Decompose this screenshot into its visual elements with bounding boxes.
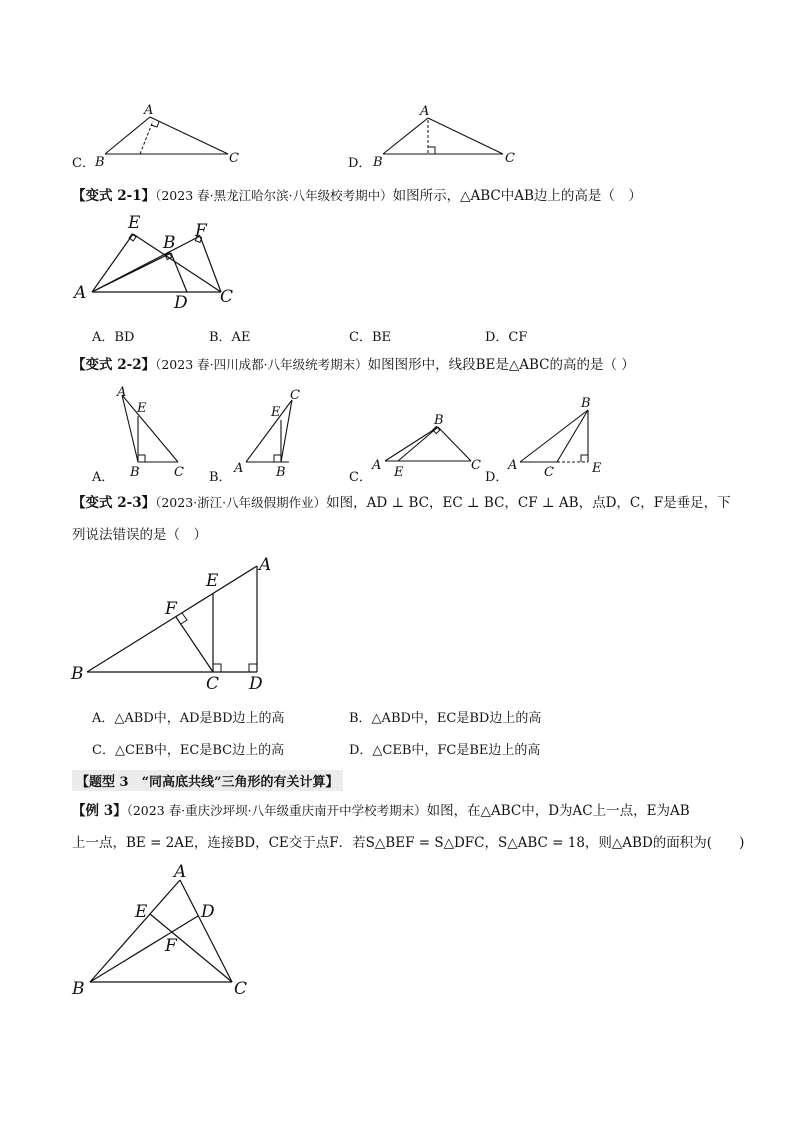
q21-label-f: F [195, 221, 207, 241]
option-d-label: D． [348, 156, 372, 171]
q22a-label-c: C [174, 465, 184, 480]
q23-label-d: D [249, 674, 263, 694]
option-c-label: C． [72, 156, 95, 171]
q22d-label-e: E [592, 461, 602, 476]
option-d-label-a: A [420, 104, 430, 119]
q23-label-b: B [71, 664, 84, 684]
q23-option-a: A．△ABD中，AD是BD边上的高 [92, 711, 285, 726]
option-d-label-c: C [505, 151, 515, 166]
option-d-label-b: B [373, 155, 383, 170]
q23-source: （2023·浙江·八年级假期作业） [155, 495, 327, 510]
q22-question: 如图图形中，线段BE是△ABC的高的是（ ） [367, 357, 635, 373]
ex3-line2: 上一点，BE = 2AE，连接BD，CE交于点F．若S△BEF = S△DFC，S△ABC = 18，则△ABD的面积为( ) [72, 835, 745, 851]
q22-source: （2023 春·四川成都·八年级统考期末） [155, 357, 368, 372]
q22d-label-b: B [581, 396, 591, 411]
q21-question: 如图所示，△ABC中AB边上的高是（ ） [392, 188, 642, 204]
q21-label-e: E [128, 213, 141, 233]
q22c-label-e: E [394, 465, 404, 480]
q21-option-a: A．BD [92, 330, 135, 345]
q22b-label-a: A [234, 461, 244, 476]
q22-option-a: A． [92, 470, 115, 485]
ex3-label-e: E [135, 902, 148, 922]
q22-option-b: B． [209, 470, 232, 485]
q22-option-d: D． [485, 470, 509, 485]
q21-label-d: D [174, 293, 188, 313]
q23-label-c: C [206, 674, 220, 694]
q22-tag: 【变式 2-2】 [72, 357, 156, 373]
ex3-source: （2023 春·重庆沙坪坝·八年级重庆南开中学校考期末） [126, 803, 427, 818]
q22a-label-e: E [137, 401, 147, 416]
q22c-label-c: C [471, 458, 481, 473]
q21-option-b: B．AE [209, 330, 251, 345]
ex3-tag: 【例 3】 [72, 803, 127, 819]
q23-option-c: C．△CEB中，EC是BC边上的高 [92, 743, 285, 758]
q21-label-c: C [220, 287, 234, 307]
q22b-label-c: C [290, 388, 300, 403]
q22a-label-b: B [130, 465, 140, 480]
q23-label-a: A [259, 555, 272, 575]
ex3-label-c: C [234, 979, 248, 999]
q22b-label-e: E [271, 405, 281, 420]
q23-label-f: F [165, 599, 177, 619]
option-c-label-c: C [229, 151, 239, 166]
q22a-label-a: A [117, 385, 127, 400]
q22d-label-c: C [544, 465, 554, 480]
ex3-label-a: A [174, 862, 187, 882]
q21-source: （2023 春·黑龙江哈尔滨·八年级校考期中） [155, 188, 393, 203]
q22-option-c: C． [349, 470, 372, 485]
q21-label-b: B [163, 233, 176, 253]
q23-label-e: E [206, 571, 219, 591]
q23-line2: 列说法错误的是（ ） [72, 527, 207, 543]
q21-tag: 【变式 2-1】 [72, 188, 156, 204]
q21-option-c: C．BE [349, 330, 391, 345]
option-c-label-b: B [95, 155, 105, 170]
q21-label-a: A [74, 283, 87, 303]
ex3-label-f: F [165, 936, 177, 956]
q22c-label-a: A [372, 458, 382, 473]
q22b-label-b: B [276, 465, 286, 480]
section3-title: 【题型 3 “同高底共线”三角形的有关计算】 [72, 770, 343, 791]
q23-tag: 【变式 2-3】 [72, 495, 156, 511]
q22c-label-b: B [434, 413, 444, 428]
q23-option-b: B．△ABD中，EC是BD边上的高 [349, 711, 542, 726]
ex3-label-b: B [72, 979, 85, 999]
option-c-label-a: A [144, 103, 154, 118]
q21-option-d: D．CF [485, 330, 528, 345]
q23-question-line1: 如图，AD ⊥ BC，EC ⊥ BC，CF ⊥ AB，点D，C，F是垂足，下 [326, 495, 731, 511]
q23-option-d: D．△CEB中，FC是BE边上的高 [349, 743, 541, 758]
ex3-label-d: D [201, 902, 215, 922]
ex3-text-line1: 如图，在△ABC中，D为AC上一点，E为AB [426, 803, 690, 819]
q22d-label-a: A [508, 458, 518, 473]
